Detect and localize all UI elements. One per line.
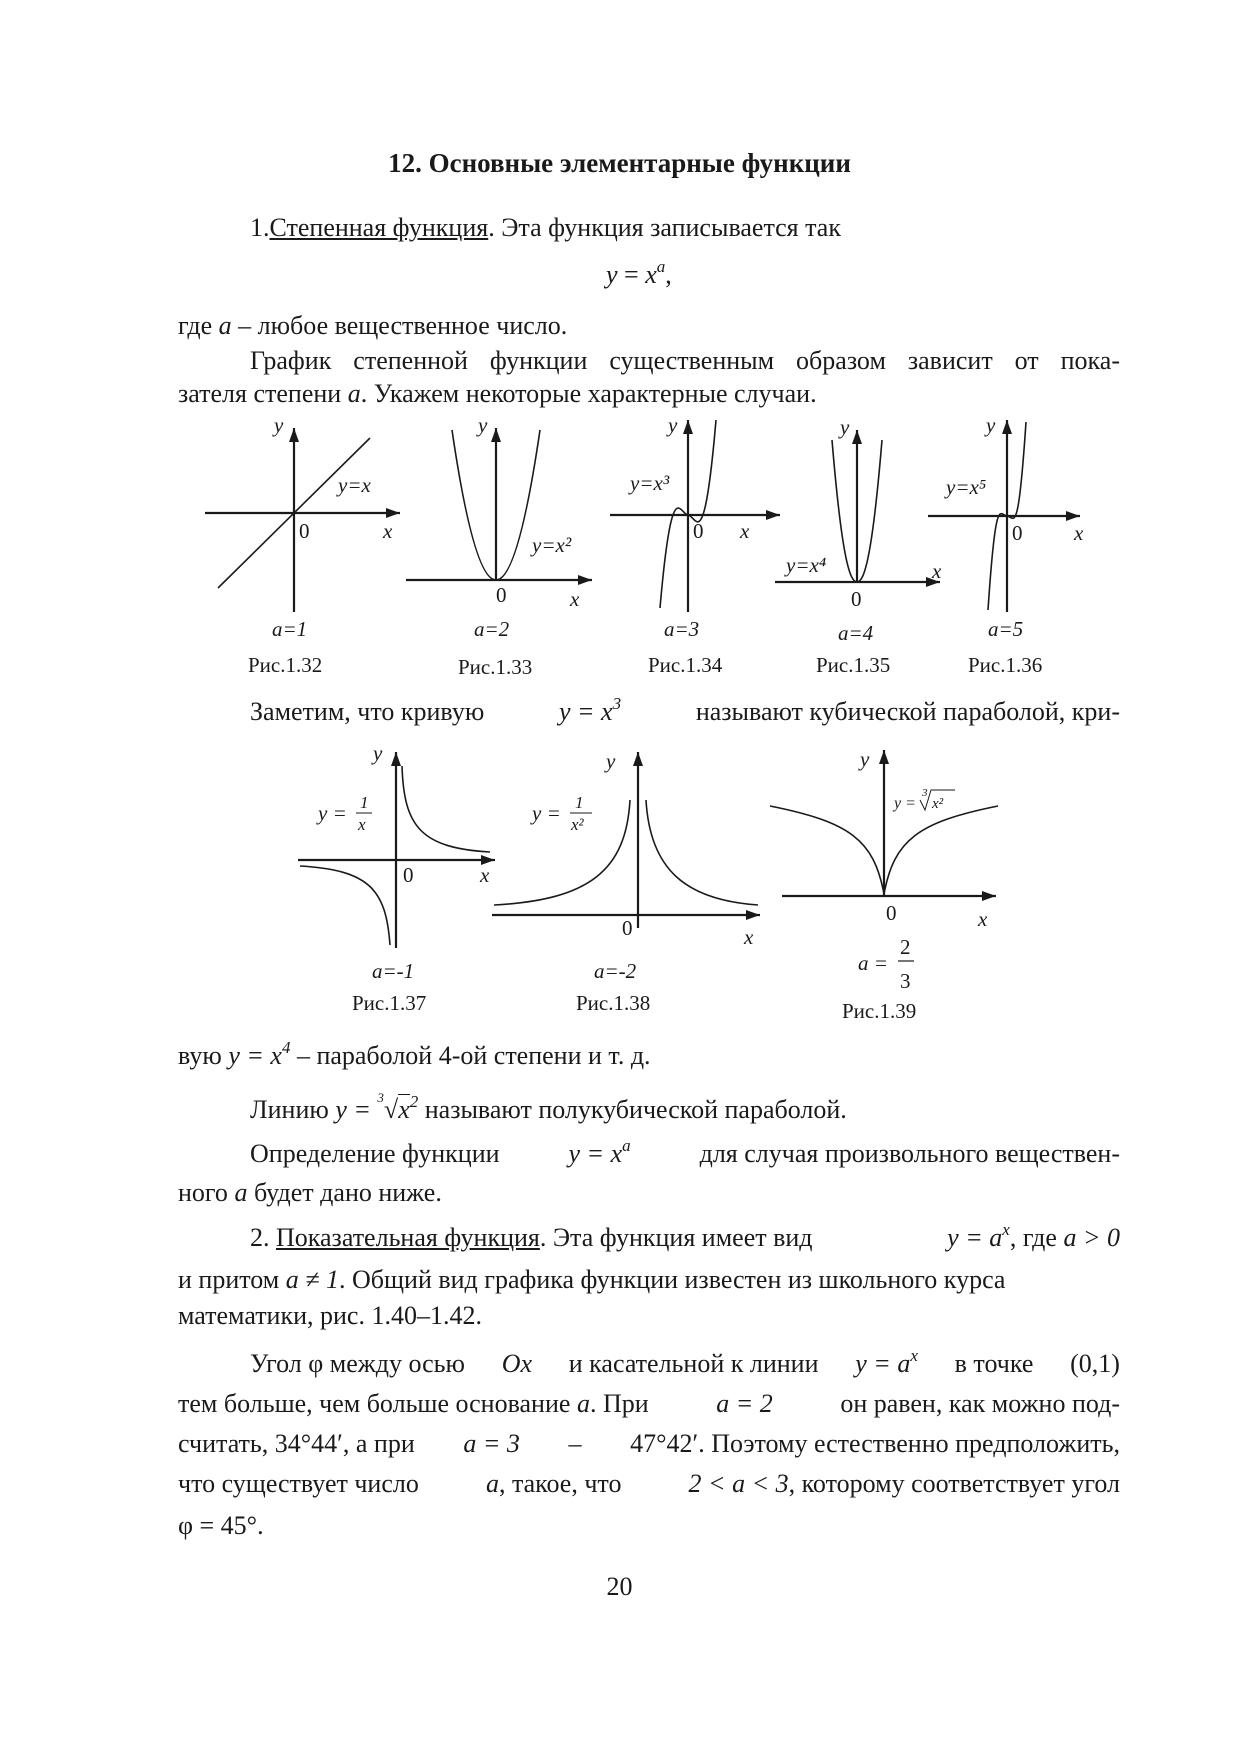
paragraph-where-a: где a – любое вещественное число. (178, 311, 568, 340)
svg-text:3: 3 (900, 969, 911, 993)
curve-label: y=x (338, 473, 371, 497)
paragraph-angle-line4: что существует число a, такое, что 2 < a < 3, которому соответствует угол (178, 1469, 1120, 1498)
origin-label: 0 (403, 863, 414, 887)
axis-y-label: y (373, 741, 383, 765)
axis-x-label: x (480, 863, 490, 887)
axis-y-label: y (606, 749, 616, 773)
paragraph-angle-line3: считать, 34°44′, а при a = 3 – 47°42′. Поэтому естественно предположить, (178, 1429, 1120, 1458)
paragraph-graph-line1: График степенной функции существенным образом зависит от пока- (250, 346, 1120, 375)
figure-caption: Рис.1.35 (816, 653, 891, 677)
axis-x-label: x (740, 519, 750, 543)
figure-caption: Рис.1.33 (458, 655, 533, 679)
svg-text:x: x (358, 815, 366, 834)
formula-power: $y = x^a$, (606, 257, 672, 289)
item-number: 1. (250, 213, 270, 242)
paragraph-definition-line1: Определение функции $y = x^a$ для случая произвольного веществен- (250, 1136, 1120, 1168)
origin-label: 0 (622, 916, 633, 940)
alpha-label: a=-2 (594, 959, 637, 983)
origin-label: 0 (1012, 521, 1023, 545)
curve-label: y=x³ (630, 471, 670, 495)
origin-label: 0 (693, 519, 704, 543)
axis-y-label: y (860, 747, 870, 771)
axis-x-label: x (744, 925, 754, 949)
term-exponential-function: Показательная функция (276, 1223, 540, 1252)
svg-text:1: 1 (360, 793, 369, 812)
axis-x-label: x (978, 907, 988, 931)
origin-label: 0 (496, 583, 507, 607)
alpha-label-lhs: a = (858, 951, 888, 975)
svg-text:x²: x² (571, 815, 584, 834)
curve-label-lhs: y = (894, 795, 916, 812)
figure-1-37 (298, 741, 495, 1015)
paragraph-angle-line1: Угол φ между осью Ox и касательной к линии $y = a^x$ в точке (0,1) (250, 1346, 1120, 1378)
alpha-label: a=2 (474, 617, 510, 641)
figure-caption: Рис.1.38 (576, 991, 651, 1015)
axis-y-label: y (986, 413, 996, 437)
axis-y-label: y (668, 413, 678, 437)
paragraph-exponential-line2: и притом a ≠ 1. Общий вид графика функции известен из школьного курса (178, 1265, 1006, 1294)
figure-caption: Рис.1.34 (648, 653, 723, 677)
paragraph-exponential-line3: математики, рис. 1.40–1.42. (178, 1301, 482, 1330)
figure-caption: Рис.1.32 (248, 653, 323, 677)
paragraph-fourth-degree: вую $y = x^4$ – параболой 4-ой степени и т. д. (178, 1038, 651, 1070)
section-title: 12. Основные элементарные функции (388, 148, 851, 178)
origin-label: 0 (886, 901, 897, 925)
axis-x-label: x (932, 559, 942, 583)
svg-text:3: 3 (922, 787, 928, 799)
alpha-label: a=-1 (372, 959, 415, 983)
axis-x-label: x (570, 587, 580, 611)
alpha-label: a=3 (664, 617, 700, 641)
term-power-function: Степенная функция (269, 213, 489, 242)
axis-y-label: y (478, 413, 488, 437)
axis-y-label: y (840, 415, 850, 439)
page-number: 20 (606, 1572, 633, 1601)
origin-label: 0 (299, 519, 310, 543)
alpha-label: a=5 (988, 617, 1024, 641)
paragraph-definition-line2: ного a будет дано ниже. (178, 1178, 442, 1207)
figure-caption: Рис.1.36 (968, 653, 1043, 677)
paragraph-graph-line2: зателя степени a. Укажем некоторые характерные случаи. (178, 379, 817, 408)
curve-label: y=x⁵ (946, 475, 987, 499)
curve-label: y=x² (532, 533, 572, 557)
paragraph-angle-line5: φ = 45°. (178, 1511, 264, 1540)
svg-text:1: 1 (575, 793, 584, 812)
curve-label-lhs: y = (532, 801, 561, 825)
curve-label: y=x⁴ (786, 553, 827, 577)
paragraph-cubic-parabola: Заметим, что кривую $y = x^3$ называют кубической параболой, кри- (250, 694, 1120, 726)
curve-label-lhs: y = (318, 801, 347, 825)
paragraph-exponential-line1: 2. Показательная функция. Эта функция имеет вид $y = a^x$, где a > 0 (250, 1220, 1120, 1252)
figure-1-39 (770, 747, 998, 1023)
figure-caption: Рис.1.37 (352, 991, 427, 1015)
figure-caption: Рис.1.39 (842, 999, 917, 1023)
axis-x-label: x (1074, 521, 1084, 545)
svg-text:2: 2 (900, 935, 911, 959)
axis-x-label: x (383, 519, 393, 543)
alpha-label: a=1 (272, 617, 308, 641)
axis-y-label: y (274, 413, 284, 437)
paragraph-angle-line2: тем больше, чем больше основание a. При a = 2 он равен, как можно под- (178, 1389, 1120, 1418)
paragraph-semicubic: Линию $y = ^3√x^2$ называют полукубической параболой. (250, 1090, 847, 1124)
svg-text:x²: x² (932, 796, 944, 812)
figure-1-38 (492, 749, 760, 1015)
paragraph-text: . Эта функция записывается так (488, 213, 841, 242)
alpha-label: a=4 (838, 621, 874, 645)
origin-label: 0 (851, 587, 862, 611)
